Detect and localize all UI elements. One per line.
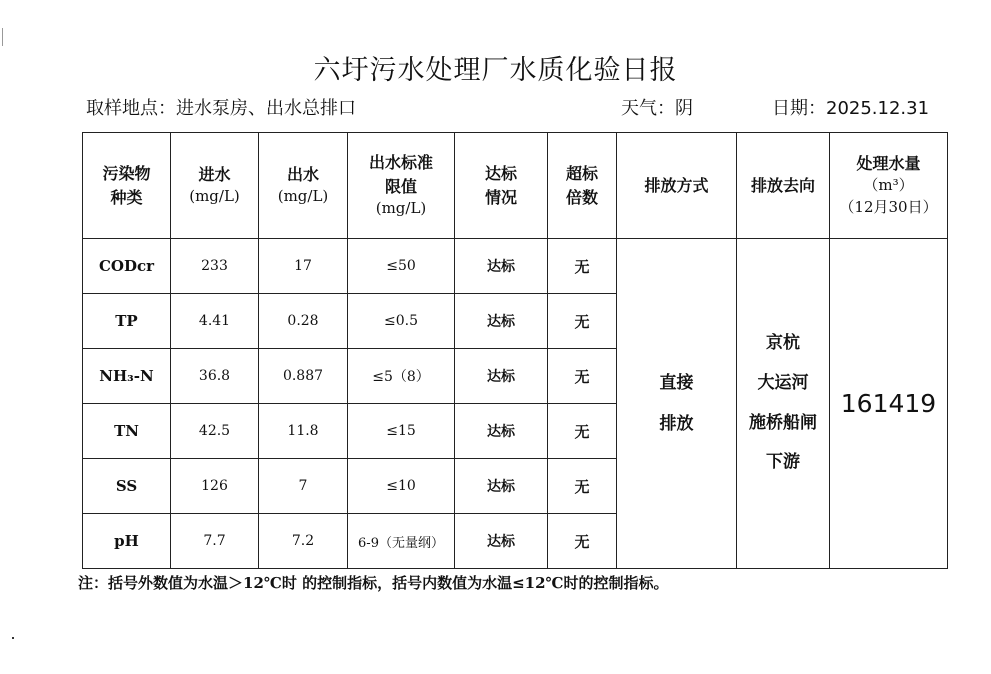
header-volume-line1: 处理水量 bbox=[856, 154, 921, 174]
header-pollutant-line2: 种类 bbox=[110, 187, 143, 207]
inflow-value: 233 bbox=[171, 239, 259, 294]
limit-value: ≤0.5 bbox=[348, 294, 455, 349]
pollutant-name: CODcr bbox=[83, 239, 171, 294]
inflow-value: 7.7 bbox=[171, 514, 259, 569]
discharge-dest-line2: 大运河 bbox=[757, 372, 809, 393]
report-date: 日期：2025.12.31 bbox=[772, 98, 930, 119]
header-volume-date: （12月30日） bbox=[839, 198, 938, 217]
header-status bbox=[455, 133, 548, 239]
water-quality-table bbox=[82, 132, 948, 569]
header-inflow bbox=[171, 133, 259, 239]
discharge-method-line1: 直接 bbox=[659, 372, 694, 393]
discharge-dest-line4: 下游 bbox=[766, 452, 800, 473]
header-limit bbox=[348, 133, 455, 239]
exceed-value: 无 bbox=[548, 239, 617, 294]
discharge-dest-line1: 京杭 bbox=[766, 332, 800, 353]
limit-value: ≤10 bbox=[348, 459, 455, 514]
header-outflow bbox=[259, 133, 348, 239]
weather: 天气：阴 bbox=[621, 98, 693, 119]
header-outflow-unit: (mg/L) bbox=[277, 187, 329, 206]
inflow-value: 4.41 bbox=[171, 294, 259, 349]
outflow-value: 7.2 bbox=[259, 514, 348, 569]
footnote: 注：括号外数值为水温＞12℃时 的控制指标，括号内数值为水温≤12℃时的控制指标。 bbox=[78, 574, 669, 592]
header-limit-line1: 出水标准 bbox=[368, 153, 433, 173]
header-discharge-method: 排放方式 bbox=[617, 133, 737, 239]
header-volume-unit: （m³） bbox=[863, 176, 914, 195]
pollutant-name: TN bbox=[83, 404, 171, 459]
discharge-method-cell bbox=[617, 239, 737, 569]
header-exceed bbox=[548, 133, 617, 239]
inflow-value: 42.5 bbox=[171, 404, 259, 459]
header-status-line2: 情况 bbox=[484, 187, 517, 207]
header-outflow-line1: 出水 bbox=[286, 165, 319, 185]
status-value: 达标 bbox=[455, 514, 548, 569]
limit-value: 6-9（无量纲） bbox=[348, 514, 455, 569]
exceed-value: 无 bbox=[548, 404, 617, 459]
header-pollutant-line1: 污染物 bbox=[102, 164, 151, 184]
treated-volume: 161419 bbox=[830, 239, 948, 569]
outflow-value: 7 bbox=[259, 459, 348, 514]
header-limit-line2: 限值 bbox=[384, 176, 417, 196]
status-value: 达标 bbox=[455, 294, 548, 349]
table-row bbox=[83, 239, 948, 294]
table-header-row bbox=[83, 133, 948, 239]
header-exceed-line2: 倍数 bbox=[565, 187, 598, 207]
header-inflow-line1: 进水 bbox=[198, 165, 231, 185]
limit-value: ≤50 bbox=[348, 239, 455, 294]
header-pollutant bbox=[83, 133, 171, 239]
pollutant-name: TP bbox=[83, 294, 171, 349]
outflow-value: 17 bbox=[259, 239, 348, 294]
discharge-dest-line3: 施桥船闸 bbox=[749, 412, 817, 433]
pollutant-name: NH₃-N bbox=[83, 349, 171, 404]
header-status-line1: 达标 bbox=[484, 164, 517, 184]
header-exceed-line1: 超标 bbox=[565, 164, 598, 184]
outflow-value: 11.8 bbox=[259, 404, 348, 459]
status-value: 达标 bbox=[455, 349, 548, 404]
exceed-value: 无 bbox=[548, 514, 617, 569]
outflow-value: 0.28 bbox=[259, 294, 348, 349]
limit-value: ≤15 bbox=[348, 404, 455, 459]
sampling-location: 取样地点：进水泵房、出水总排口 bbox=[86, 98, 356, 119]
header-inflow-unit: (mg/L) bbox=[189, 187, 240, 206]
discharge-method-line2: 排放 bbox=[659, 413, 694, 434]
report-title: 六圩污水处理厂水质化验日报 bbox=[313, 55, 678, 86]
pollutant-name: pH bbox=[83, 514, 171, 569]
header-volume bbox=[830, 133, 948, 239]
inflow-value: 36.8 bbox=[171, 349, 259, 404]
status-value: 达标 bbox=[455, 404, 548, 459]
header-discharge-dest: 排放去向 bbox=[737, 133, 830, 239]
page-edge-mark bbox=[2, 28, 3, 46]
page-dot-mark bbox=[12, 637, 14, 639]
status-value: 达标 bbox=[455, 459, 548, 514]
discharge-dest-cell bbox=[737, 239, 830, 569]
outflow-value: 0.887 bbox=[259, 349, 348, 404]
inflow-value: 126 bbox=[171, 459, 259, 514]
header-limit-unit: (mg/L) bbox=[375, 198, 427, 217]
exceed-value: 无 bbox=[548, 294, 617, 349]
status-value: 达标 bbox=[455, 239, 548, 294]
limit-value: ≤5（8） bbox=[348, 349, 455, 404]
exceed-value: 无 bbox=[548, 349, 617, 404]
pollutant-name: SS bbox=[83, 459, 171, 514]
exceed-value: 无 bbox=[548, 459, 617, 514]
